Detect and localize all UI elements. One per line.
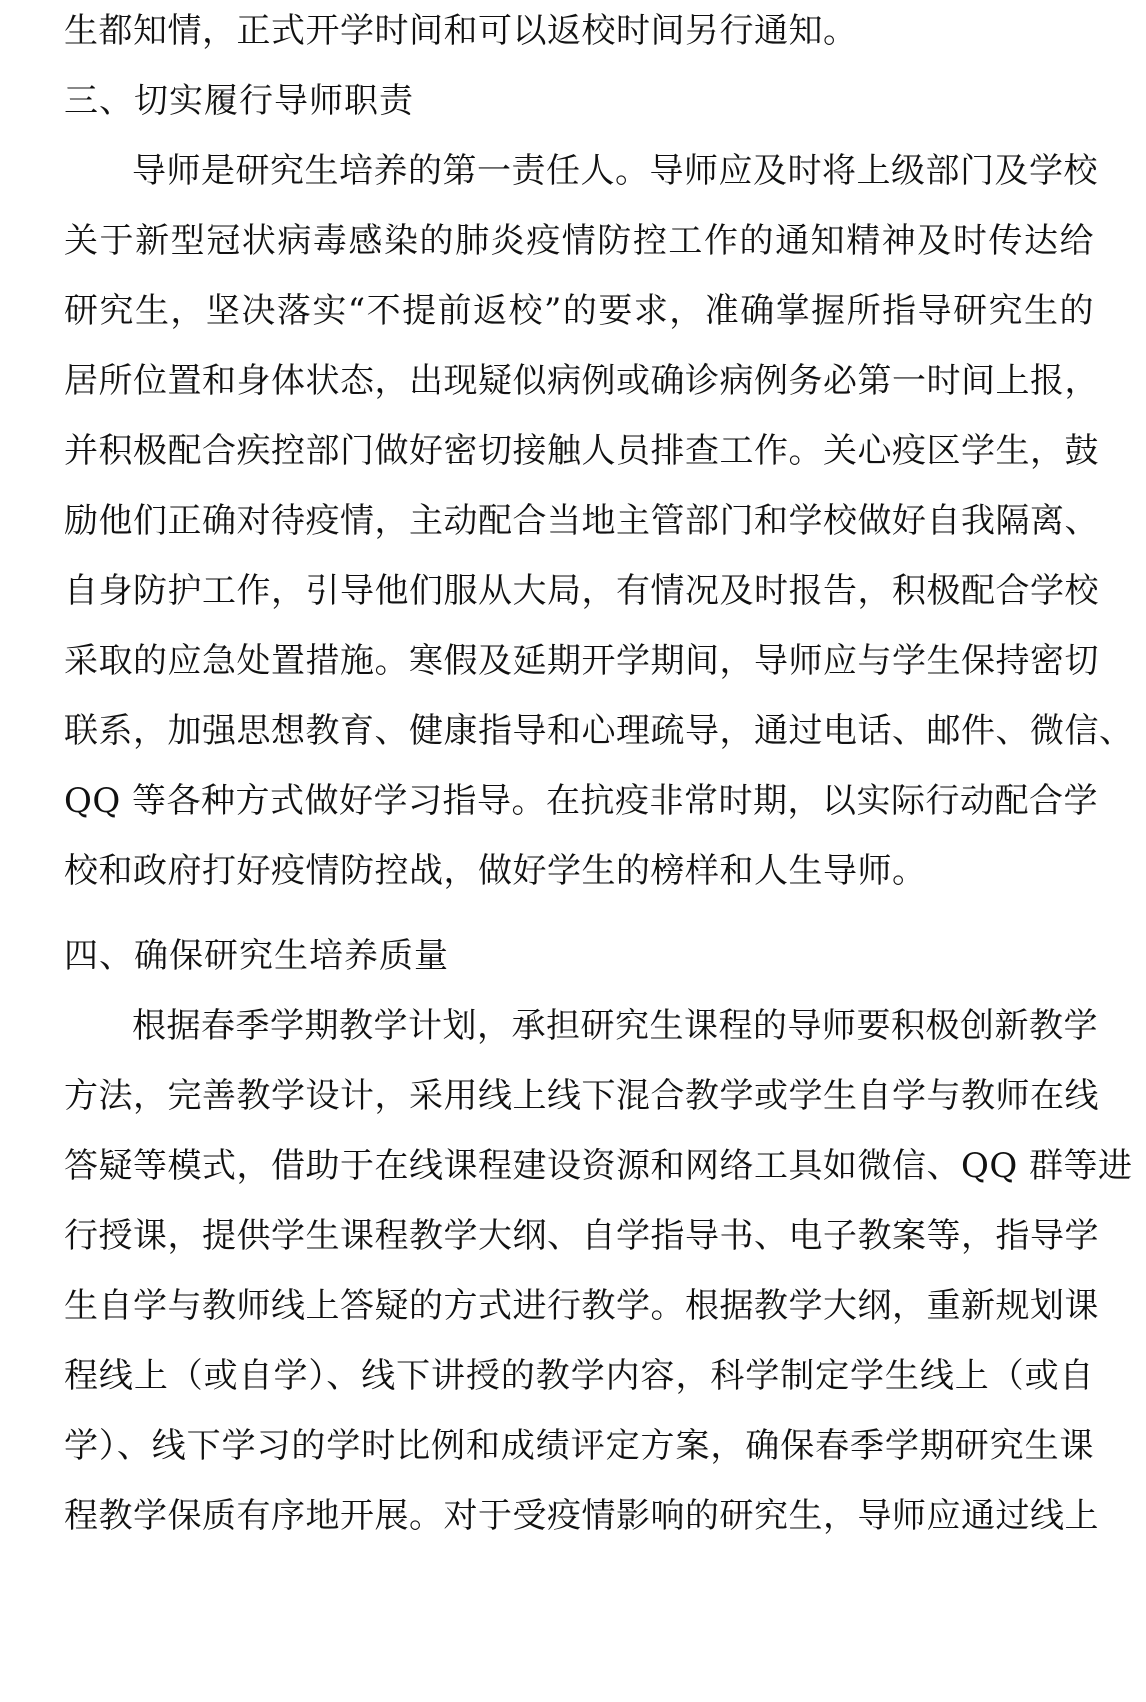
paragraph-line: 自身防护工作，引导他们服从大局，有情况及时报告，积极配合学校 — [64, 571, 1099, 611]
paragraph-line: 校和政府打好疫情防控战，做好学生的榜样和人生导师。 — [64, 851, 927, 891]
paragraph-line: 根据春季学期教学计划，承担研究生课程的导师要积极创新教学 — [132, 1006, 1098, 1046]
paragraph-line: 联系，加强思想教育、健康指导和心理疏导，通过电话、邮件、微信、 — [64, 711, 1134, 751]
paragraph-line: 关于新型冠状病毒感染的肺炎疫情防控工作的通知精神及时传达给 — [64, 221, 1094, 261]
section-heading-4: 四、确保研究生培养质量 — [64, 936, 449, 976]
paragraph-line: 程教学保质有序地开展。对于受疫情影响的研究生，导师应通过线上 — [64, 1496, 1099, 1536]
paragraph-line: 程线上（或自学）、线下讲授的教学内容，科学制定学生线上（或自 — [64, 1356, 1094, 1396]
paragraph-line: QQ 等各种方式做好学习指导。在抗疫非常时期，以实际行动配合学 — [64, 781, 1099, 821]
section-heading-3: 三、切实履行导师职责 — [64, 81, 414, 121]
paragraph-line: 励他们正确对待疫情，主动配合当地主管部门和学校做好自我隔离、 — [64, 501, 1099, 541]
paragraph-line: 采取的应急处置措施。寒假及延期开学期间，导师应与学生保持密切 — [64, 641, 1099, 681]
paragraph-line: 方法，完善教学设计，采用线上线下混合教学或学生自学与教师在线 — [64, 1076, 1099, 1116]
paragraph-line: 生都知情，正式开学时间和可以返校时间另行通知。 — [64, 11, 858, 51]
paragraph-line: 并积极配合疾控部门做好密切接触人员排查工作。关心疫区学生，鼓 — [64, 431, 1099, 471]
paragraph-line: 导师是研究生培养的第一责任人。导师应及时将上级部门及学校 — [132, 151, 1098, 191]
paragraph-line: 居所位置和身体状态，出现疑似病例或确诊病例务必第一时间上报， — [64, 361, 1099, 401]
paragraph-line: 答疑等模式，借助于在线课程建设资源和网络工具如微信、QQ 群等进 — [64, 1146, 1133, 1186]
paragraph-line: 行授课，提供学生课程教学大纲、自学指导书、电子教案等，指导学 — [64, 1216, 1099, 1256]
paragraph-line: 学）、线下学习的学时比例和成绩评定方案，确保春季学期研究生课 — [64, 1426, 1094, 1466]
paragraph-line: 研究生，坚决落实“不提前返校”的要求，准确掌握所指导研究生的 — [64, 291, 1094, 331]
paragraph-line: 生自学与教师线上答疑的方式进行教学。根据教学大纲，重新规划课 — [64, 1286, 1099, 1326]
